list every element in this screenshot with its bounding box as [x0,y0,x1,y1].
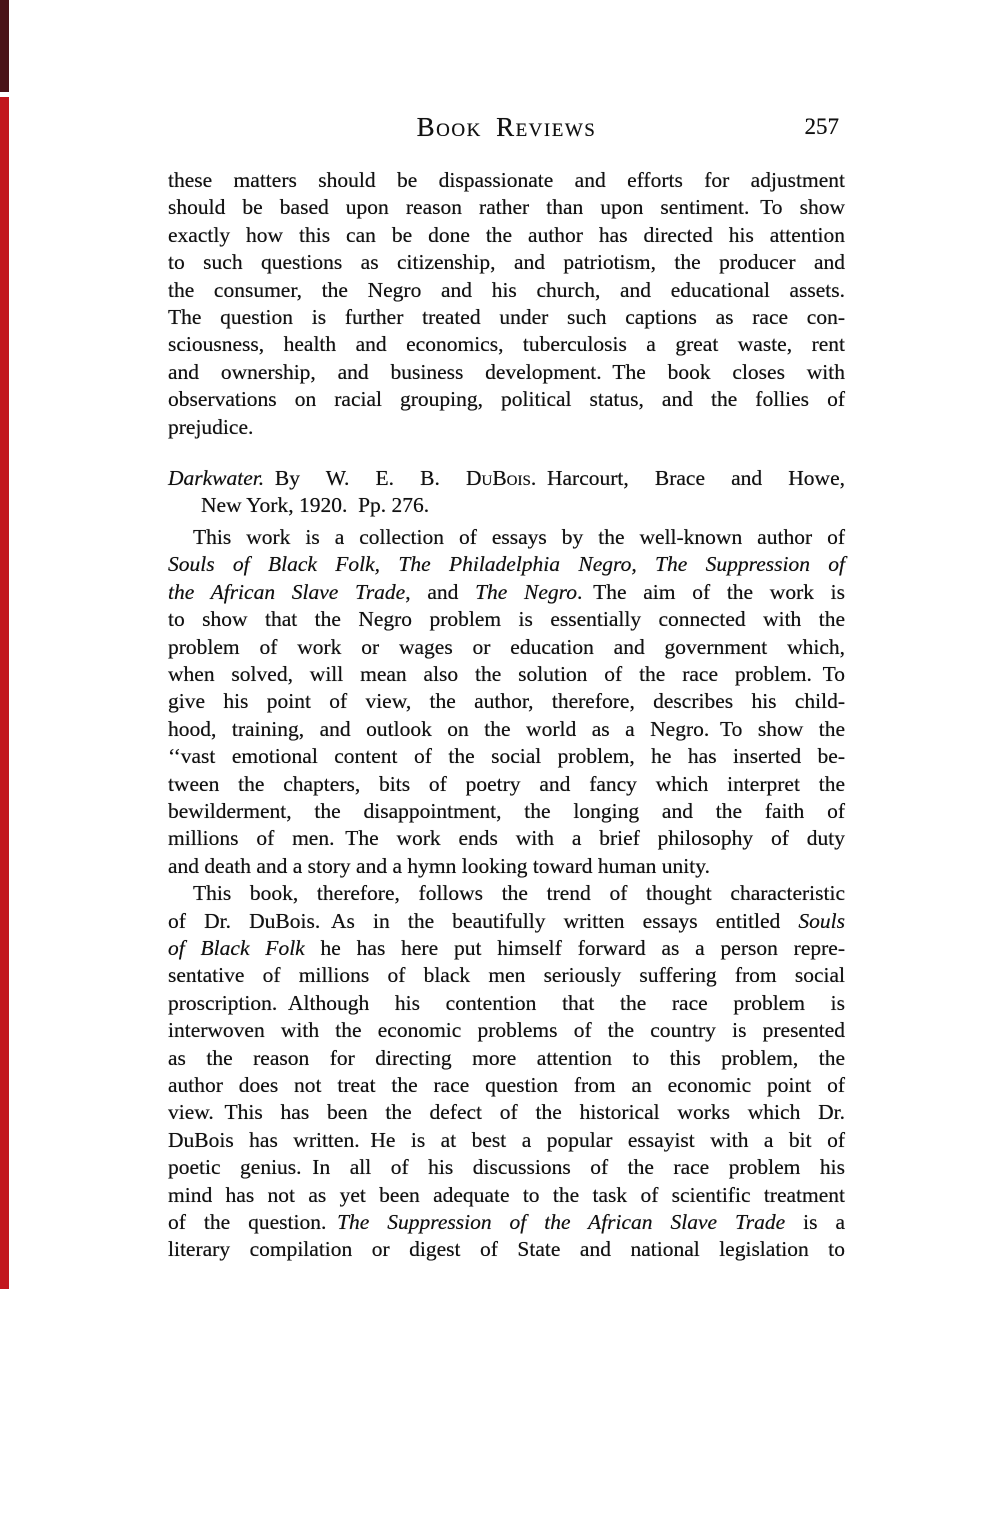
text-run: millions of men. The work ends with a brief philosophy of duty [168,826,845,851]
text-line [168,249,845,276]
text-line [168,606,845,633]
scan-edge-stripe-main [0,97,9,1289]
text-line [168,1127,845,1154]
text-line [168,386,845,413]
text-line [168,304,845,331]
text-run: , and [405,579,476,604]
text-run: as the reason for directing more attention to this problem, the [168,1045,845,1070]
book-title-italic: The Suppression of the African Slave Trade [337,1210,786,1235]
text-run: hood, training, and outlook on the world as a Negro. To show the [168,716,845,741]
text-run: should be based upon reason rather than upon sentiment. To show [168,195,845,220]
text-run: New York, 1920. Pp. 276. [201,493,430,518]
book-title-italic: Souls [798,908,845,933]
text-run: exactly how this can be done the author has directed his attention [168,222,845,247]
text-blocks [168,167,845,1264]
text-run: when solved, will mean also the solution of the race problem. To [168,661,845,686]
text-line [168,1182,845,1209]
text-line [168,825,845,852]
text-line [168,935,845,962]
text-run: DuBois has written. He is at best a popular essayist with a bit of [168,1127,845,1152]
text-run: prejudice. [168,414,254,439]
text-run: of the question. [168,1210,338,1235]
text-run: observations on racial grouping, political status, and the follies of [168,387,845,412]
text-line [168,1236,845,1263]
book-title-italic: Souls of Black Folk, The Philadelphia Negro, The Suppression of [168,552,845,577]
book-title-italic: The Negro [475,579,577,604]
text-run: literary compilation or digest of State and national legislation to [168,1237,845,1262]
text-line [168,853,845,880]
scan-edge-stripe-top [0,0,9,92]
text-line [168,359,845,386]
text-run: . The aim of the work is [577,579,846,604]
text-run: sciousness, health and economics, tuberculosis a great waste, rent [168,332,845,357]
text-run: By W. E. B. [264,466,466,491]
text-run: and ownership, and business development. The book closes with [168,359,845,384]
review-paragraph [168,524,845,880]
text-run: of Dr. DuBois. As in the beautifully written essays entitled [168,908,799,933]
text-run: author does not treat the race question from an economic point of [168,1073,845,1097]
page-number: 257 [804,114,839,139]
text-line [168,990,845,1017]
text-line [168,277,845,304]
running-title: Book Reviews [416,112,597,142]
text-line [168,908,845,935]
text-line [168,1099,845,1126]
text-run: view. This has been the defect of the historical works which Dr. [168,1100,845,1125]
author-small-caps: DuBois [465,466,531,491]
text-line [168,1017,845,1044]
book-citation [168,465,845,520]
text-line [168,771,845,798]
text-run: mind has not as yet been adequate to the task of scientific treatment [168,1182,845,1207]
book-title-italic: of Black Folk [168,935,305,960]
text-run: to such questions as citizenship, and patriotism, the producer and [168,250,845,275]
text-line [168,465,845,492]
text-run: . Harcourt, Brace and Howe, [530,466,845,491]
page [168,0,845,1264]
text-line [168,524,845,551]
text-line [168,1045,845,1072]
text-run: This work is a collection of essays by the well-known author of [193,524,845,549]
book-title-italic: Darkwater. [168,466,265,491]
text-run: bewilderment, the disappointment, the longing and the faith of [168,798,845,823]
text-line [168,579,845,606]
text-line [168,743,845,770]
text-run: the consumer, the Negro and his church, and educational assets. [168,277,845,302]
text-run: interwoven with the economic problems of the country is presented [168,1018,845,1043]
text-line [168,688,845,715]
page-header [168,112,845,142]
text-line [168,880,845,907]
text-run: problem of work or wages or education and government which, [168,634,845,659]
text-run: ‘‘vast emotional content of the social problem, he has inserted be- [168,744,845,769]
text-run: to show that the Negro problem is essentially connected with the [168,607,845,632]
text-run: sentative of millions of black men seriously suffering from social [168,963,845,988]
text-line [168,1154,845,1181]
text-line [168,492,845,519]
text-run: give his point of view, the author, therefore, describes his child- [168,689,845,714]
text-run: tween the chapters, bits of poetry and fancy which interpret the [168,771,845,796]
text-line [168,331,845,358]
text-line [168,194,845,221]
text-run: The question is further treated under such captions as race con- [168,305,845,330]
book-title-italic: the African Slave Trade [168,579,406,604]
text-line [168,551,845,578]
text-line [168,1072,845,1099]
review-paragraph [168,880,845,1264]
text-line [168,1209,845,1236]
text-line [168,798,845,825]
text-line [168,414,845,441]
text-run: these matters should be dispassionate and efforts for adjustment [168,168,845,192]
review-paragraph [168,167,845,441]
text-line [168,167,845,194]
text-line [168,634,845,661]
text-line [168,222,845,249]
text-line [168,716,845,743]
text-run: proscription. Although his contention that the race problem is [168,990,845,1015]
text-line [168,962,845,989]
text-run: poetic genius. In all of his discussions of the race problem his [168,1155,845,1180]
text-run: and death and a story and a hymn looking toward human unity. [168,853,710,878]
text-run: he has here put himself forward as a person repre- [304,935,845,960]
text-run: This book, therefore, follows the trend of thought characteristic [193,881,845,906]
text-run: is a [785,1210,845,1235]
text-line [168,661,845,688]
